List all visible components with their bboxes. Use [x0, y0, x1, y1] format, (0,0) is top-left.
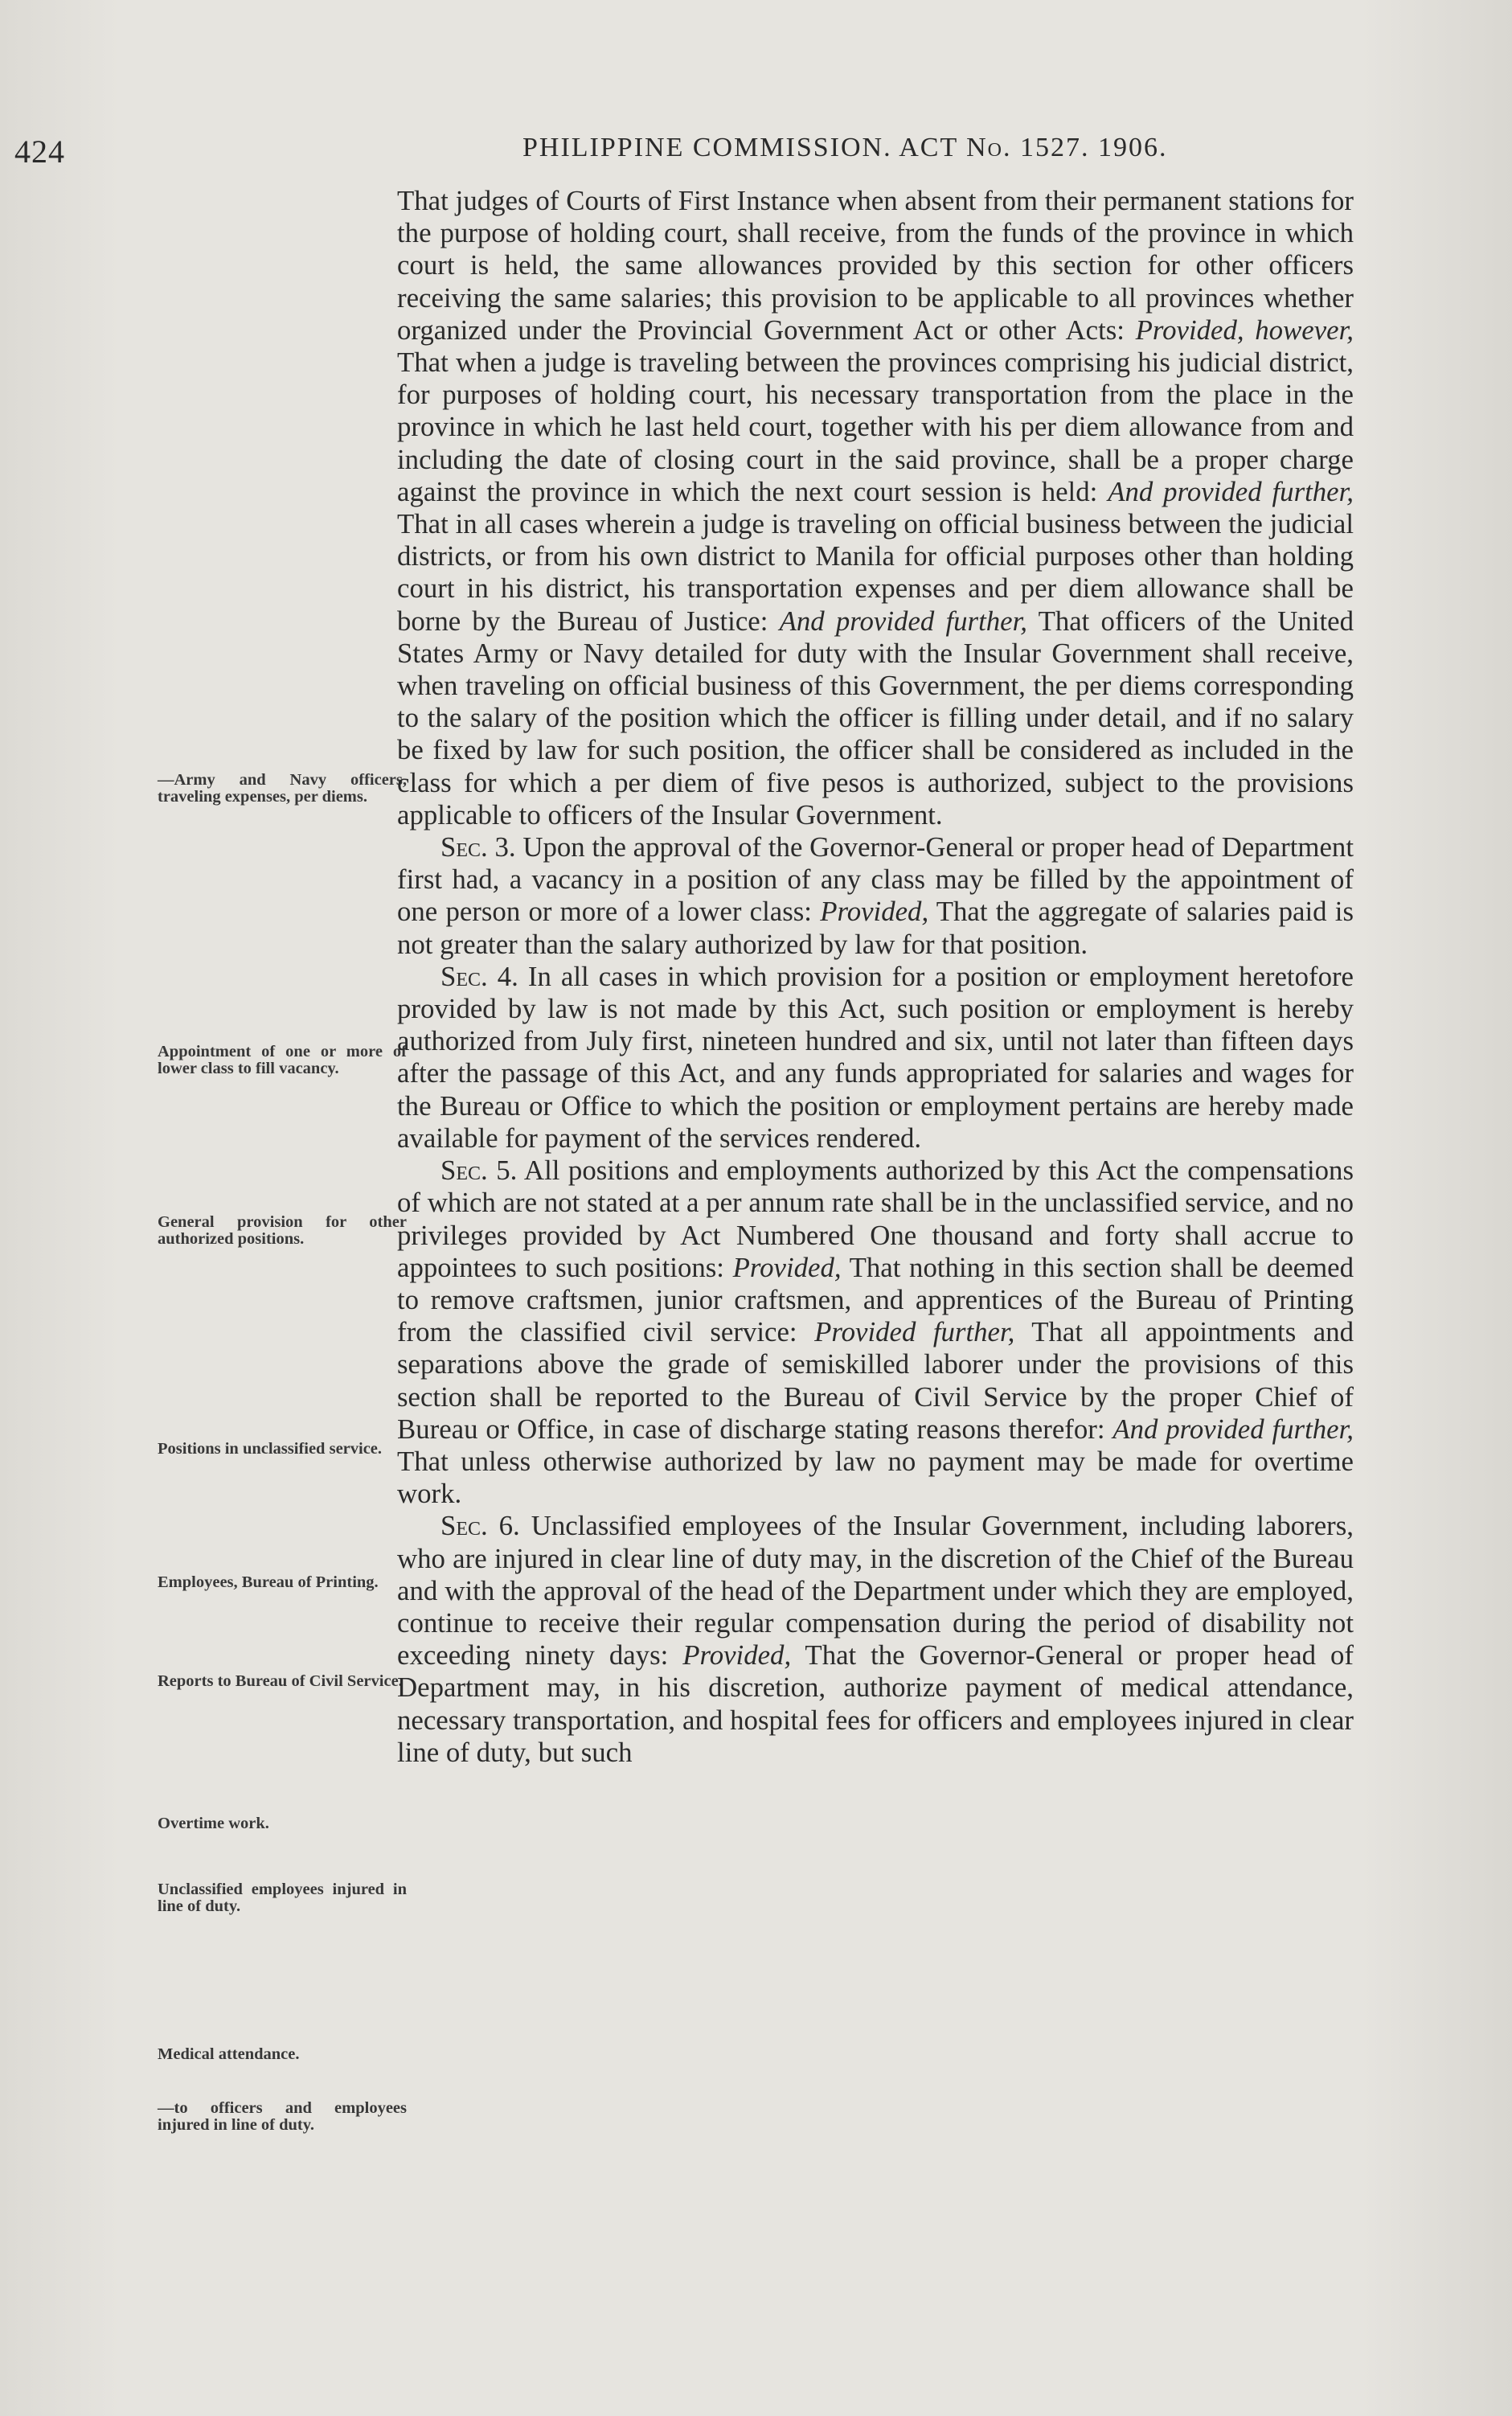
margin-note-bureau-printing: Employees, Bureau of Printing.	[158, 1573, 379, 1591]
margin-note-appointment: Appointment of one or more of lower class to fill vacancy.	[158, 1043, 407, 1077]
margin-note-army-navy: —Army and Navy officers, traveling expenses, per diems.	[158, 771, 407, 806]
body-text	[397, 185, 1354, 1769]
running-head: PHILIPPINE COMMISSION. ACT No. 1527. 1906.	[522, 133, 1168, 162]
margin-note-unclassified-positions: Positions in unclassified service.	[158, 1440, 383, 1458]
margin-note-medical-attendance: Medical attendance.	[158, 2045, 300, 2063]
margin-note-civil-service: Reports to Bureau of Civil Service.	[158, 1672, 403, 1690]
margin-note-overtime: Overtime work.	[158, 1815, 269, 1832]
margin-note-injured-employees: Unclassified employees injured in line of duty.	[158, 1881, 407, 1915]
section-6: Sec. 6. Unclassified employees of the Insular Government, including laborers, who are injured in clear line of duty may, in the discretion of the Chief of the Bureau and with the approval of the head of the Department under which they are employed, continue to receive their regular compensation during the period of disability not exceeding ninety days: Provided, That the Governor-General or proper head of Department may, in his discretion, authorize payment of medical attendance, necessary transportation, and hospital fees for officers and employees injured in clear line of duty, but such	[397, 1510, 1354, 1768]
section-4: Sec. 4. In all cases in which provision for a position or employment heretofore provided by law is not made by this Act, such position or employment is hereby authorized from July first, nineteen hundred and six, until not later than fifteen days after the passage of this Act, and any funds appropriated for salaries and wages for the Bureau or Office to which the position or employment pertains are hereby made available for payment of the services rendered.	[397, 960, 1354, 1154]
page-number: 424	[14, 133, 65, 170]
section-3: Sec. 3. Upon the approval of the Governor-General or proper head of Department first had, a vacancy in a position of any class may be filled by the appointment of one person or more of a lower class: Provided, That the aggregate of salaries paid is not greater than the salary authorized by law for that position.	[397, 831, 1354, 960]
section-5: Sec. 5. All positions and employments authorized by this Act the compensations of which are not stated at a per annum rate shall be in the unclassified service, and no privileges provided by Act Numbered One thousand and forty shall accrue to appointees to such positions: Provided, That nothing in this section shall be deemed to remove craftsmen, junior craftsmen, and apprentices of the Bureau of Printing from the classified civil service: Provided further, That all appointments and separations above the grade of semiskilled laborer under the provisions of this section shall be reported to the Bureau of Civil Service by the proper Chief of Bureau or Office, in case of discharge stating reasons therefor: And provided further, That unless otherwise authorized by law no payment may be made for overtime work.	[397, 1155, 1354, 1510]
paragraph-judges: That judges of Courts of First Instance when absent from their permanent stations for the purpose of holding court, shall receive, from the funds of the province in which court is held, the same allowances provided by this section for other officers receiving the same salaries; this provision to be applicable to all provinces whether organized under the Provincial Government Act or other Acts: Provided, however, That when a judge is traveling between the provinces comprising his judicial district, for purposes of holding court, his necessary transportation from the place in the province in which he last held court, together with his per diem allowance from and including the date of closing court in the said province, shall be a proper charge against the province in which the next court session is held: And provided further, That in all cases wherein a judge is traveling on official business between the judicial districts, or from his own district to Manila for official purposes other than holding court in his district, his transportation expenses and per diem allowance shall be borne by the Bureau of Justice: And provided further, That officers of the United States Army or Navy detailed for duty with the Insular Government shall receive, when traveling on official business of this Government, the per diems corresponding to the salary of the position which the officer is filling under detail, and if no salary be fixed by law for such position, the officer shall be considered as included in the class for which a per diem of five pesos is authorized, subject to the provisions applicable to officers of the Insular Government.	[397, 185, 1354, 831]
margin-note-general-provision: General provision for other authorized positions.	[158, 1213, 407, 1248]
margin-note-officers-injured: —to officers and employees injured in line of duty.	[158, 2099, 407, 2134]
